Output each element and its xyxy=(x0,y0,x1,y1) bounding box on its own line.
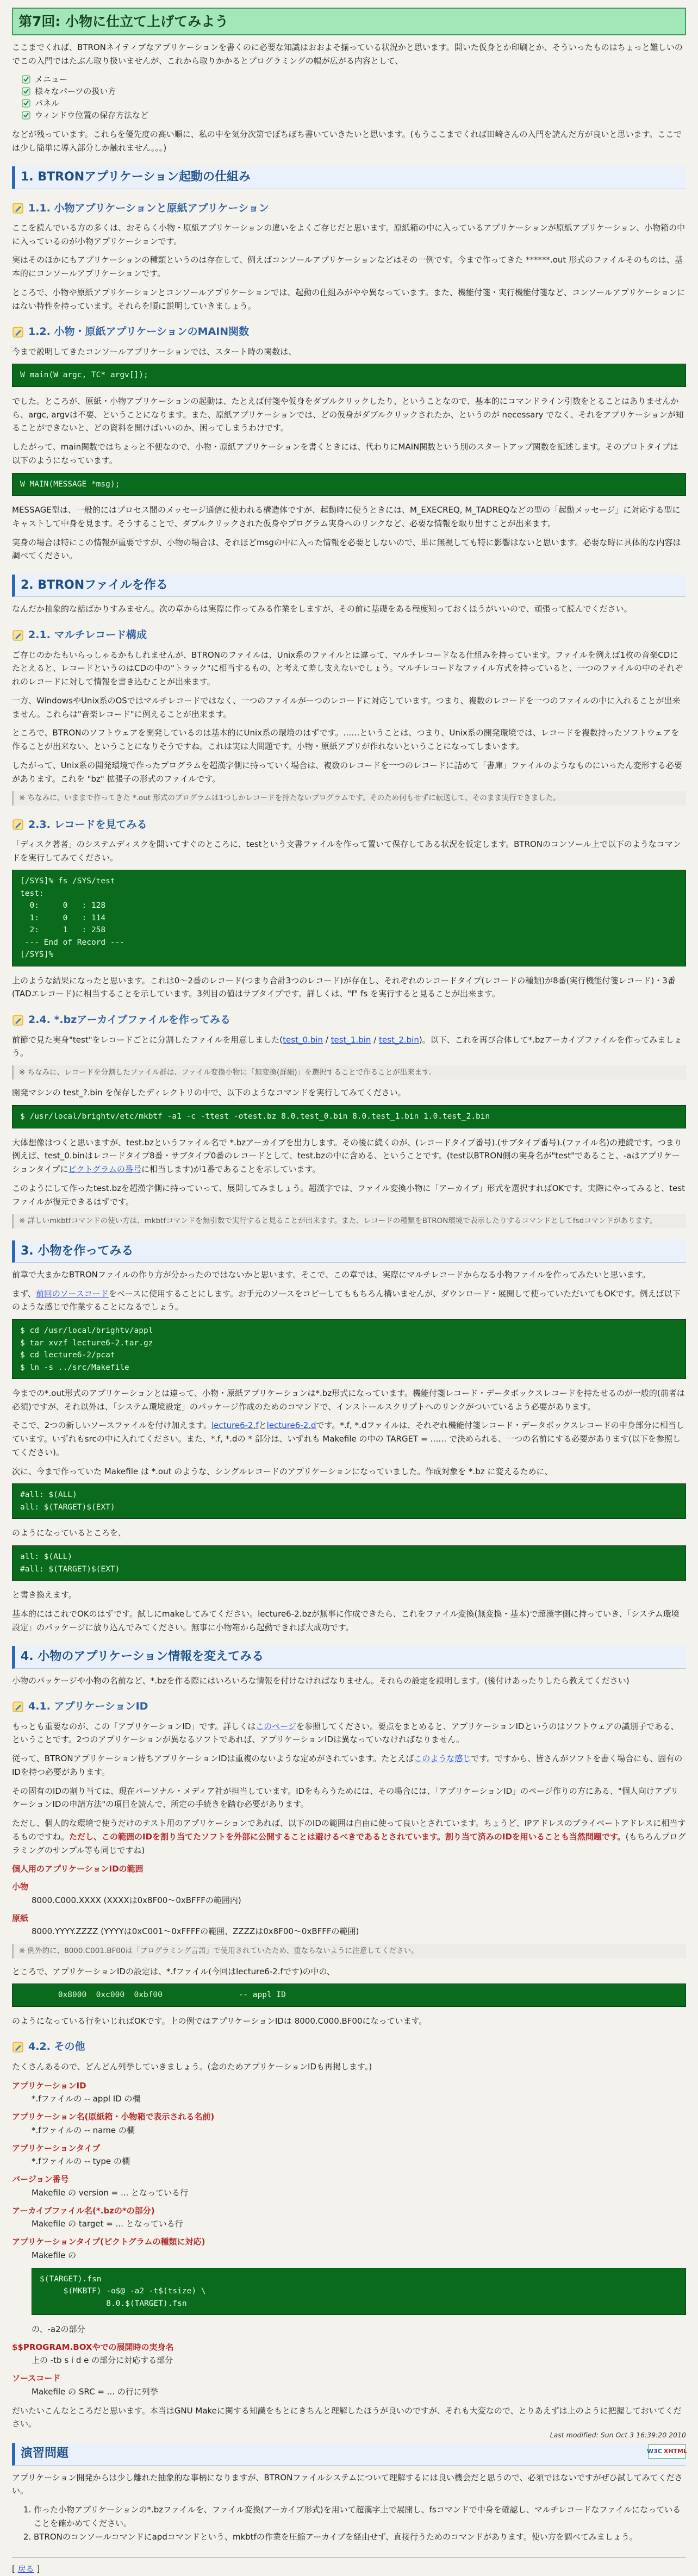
term: 小物 xyxy=(12,1882,29,1892)
term: $$PROGRAM.BOXやでの展開時の実身名 xyxy=(12,2342,174,2352)
pencil-icon xyxy=(12,629,24,641)
link-previous-source[interactable]: 前回のソースコード xyxy=(35,1288,109,1299)
link-test-0[interactable]: test_0.bin xyxy=(283,1034,323,1045)
term: バージョン番号 xyxy=(12,2174,69,2185)
paragraph: MESSAGE型は、一般的にはプロセス間のメッセージ通信に使われる構造体ですが、起動時に使うときには、M_EXECREQ, M_TADREQなどの型の「起動メッセージ」に対応する型にキャストして中身を見ます。そうすることで、ダブルクリックされた仮身やプログラム実身へのリンクなど、必要な情報を取り出すことが出来ます。 xyxy=(12,505,681,528)
term: アーカイブファイル名(*.bzの*の部分) xyxy=(12,2205,155,2216)
paragraph: 大体想像はつくと思いますが、test.bzというファイル名で *.bzアーカイブを出力します。その後に続くのが、(レコードタイプ番号).(サブタイプ番号).(ファイル名)の連続です。つまり例えば、test_0.binはレコードタイプ8番・サブタイプ0番のレコードとして、test.bzの中に含める、ということです。(test以BTRON側の実身名が"test"であること、-aはアプリケーションタイプにピクトグラムの番号に相当します)が1番であることを示しています。 xyxy=(12,1137,682,1175)
list-item: メニュー xyxy=(22,73,686,85)
note: ※ ちなみに、レコードを分割したファイル群は、ファイル変換小物に「無変換(詳細)」を選択することで作ることが出来ます。 xyxy=(12,1065,686,1080)
id-range-heading: 個人用のアプリケーションIDの範囲 xyxy=(12,1864,144,1874)
paragraph: でした。ところが、原紙・小物アプリケーションの起動は、たとえば付箋や仮身をダブルクリックしたり、ということなので、基本的にコマンドライン引数をとることはありませんから、argc, argvは不要、ということになります。また、原紙アプリケーションでは、どの仮身がダブルクリックされたか、というのが necessary でなく、それをアプリケーションが知ることができないと、どの資料を開けばいいのか、困ってしまうわけです。 xyxy=(12,396,684,433)
definition: *.fファイルの -- type の欄 xyxy=(32,2156,130,2167)
paragraph: なんだか抽象的な話ばかりすみません。次の章からは実際に作ってみる作業をしますが、その前に基礎をある程度知っておくほうがいいので、頑張って読んでください。 xyxy=(12,604,632,614)
checkmark-icon xyxy=(22,99,30,108)
section-heading: 2. BTRONファイルを作る xyxy=(12,575,686,597)
code-block: 0x8000 0xc000 0xbf00 -- appl ID xyxy=(12,1984,686,2006)
section-heading: 演習問題 xyxy=(12,2443,686,2465)
intro-paragraph: ここまでくれば、BTRONネイティブなアプリケーションを書くのに必要な知識はおおよそ揃っている状況かと思います。開いた仮身とか印刷とか、そういったものはちょっと難しいのでこの入門ではたぶん取り扱いませんが、これから取りかかるとプログラミングの幅が広がる内容として、 xyxy=(12,42,683,66)
code-block: $(TARGET).fsn $(MKBTF) -o$@ -a2 -t$(tsize) \ 8.0.$(TARGET).fsn xyxy=(32,2268,686,2315)
paragraph: のようになっている行をいじればOKです。上の例ではアプリケーションIDは 8000.C000.BF00になっています。 xyxy=(12,2016,427,2026)
list-item: 2. BTRONのコンソールコマンドにapdコマンドという、mkbtfの作業を圧縮アーカイブを経由せず、直接行うためのコマンドがあります。使い方を調べてみましょう。 xyxy=(34,2530,686,2544)
paragraph: ところで、アプリケーションIDの設定は、*.fファイル(今回はlecture6-2.fです)の中の、 xyxy=(12,1966,335,1976)
paragraph: のようになっているところを、 xyxy=(12,1528,127,1538)
term: アプリケーションID xyxy=(12,2080,86,2091)
definition: Makefile の target = ... となっている行 xyxy=(32,2219,183,2229)
link-test-2[interactable]: test_2.bin xyxy=(379,1034,419,1045)
note: ※ 例外的に、8000.C001.BF00は「プログラミング言語」で使用されていたため、重ならないように注意してください。 xyxy=(12,1944,686,1958)
paragraph: 小物のパッケージや小物の名前など、*.bzを作る際にはいろいろな情報を付けなければなりません。それらの設定を説明します。(後付けあったりしたら教えてください) xyxy=(12,1675,630,1686)
subsection-heading: 4.1. アプリケーションID xyxy=(12,1698,686,1715)
checkmark-icon xyxy=(22,75,30,84)
code-block: W main(W argc, TC* argv[]); xyxy=(12,364,686,386)
pencil-icon xyxy=(12,819,24,831)
list-item: ウィンドウ位置の保存方法など xyxy=(22,109,686,121)
link-pictogram[interactable]: ピクトグラムの番号 xyxy=(68,1164,141,1175)
paragraph: このようにして作ったtest.bzを超漢字側に持っていって、展開してみましょう。超漢字では、ファイル変換小物に「アーカイブ」形式を選択すればOKです。実際にやってみると、testファイルが復元できるはずです。 xyxy=(12,1183,685,1207)
term: 原紙 xyxy=(12,1913,29,1923)
list-item: 様々なパーツの扱い方 xyxy=(22,85,686,97)
code-block: #all: $(ALL) all: $(TARGET)$(EXT) xyxy=(12,1483,686,1519)
link-lecture-d[interactable]: lecture6-2.d xyxy=(266,1420,316,1431)
paragraph: 開発マシンの test_?.bin を保存したディレクトリの中で、以下のようなコマンドを実行してみてください。 xyxy=(12,1088,406,1098)
definition: 8000.C000.XXXX (XXXXは0x8F00〜0xBFFFの範囲内) xyxy=(32,1895,241,1905)
paragraph: たくさんあるので、どんどん列挙していきましょう。(念のためアプリケーションIDも再掲します。) xyxy=(12,2061,372,2072)
link-example[interactable]: このような感じ xyxy=(414,1754,471,1764)
paragraph: 一方、WindowsやUnix系のOSではマルチレコードではなく、一つのファイルがーつのレコードに対応しています。つまり、複数のレコードを一つのファイルの中に入れることが出来ません。これらは"音楽レコード"に例えることが出来ます。 xyxy=(12,695,681,719)
checkmark-icon xyxy=(22,87,30,96)
id-range-list xyxy=(12,1880,686,1938)
definition: 上の -tb s i d e の部分に対応する部分 xyxy=(32,2355,173,2366)
paragraph: アプリケーション開発からは少し離れた抽象的な事柄になりますが、BTRONファイルシステムについて理解するには良い機会だと思うので、必須ではないですがぜひ試してみてください。 xyxy=(12,2472,683,2496)
paragraph: もっとも重要なのが、この「アプリケーションID」です。詳しくはこのページを参照してください。要点をまとめると、アプリケーションIDというのはソフトウェアの識別子である、ということです。2つのアプリケーションが異なるソフトであれば、アプリケーションIDは異なっていなければなりません。 xyxy=(12,1721,679,1745)
settings-list xyxy=(12,2079,686,2399)
link-this-page[interactable]: このページ xyxy=(255,1721,296,1731)
definition: Makefile の $(TARGET).fsn $(MKBTF) -o$@ -a2 -t$(tsize) \ 8.0.$(TARGET).fsn の、-a2の部分 xyxy=(32,2249,686,2336)
paragraph: 前節で見た実身"test"をレコードごとに分割したファイルを用意しました(test_0.bin / test_1.bin / test_2.bin)。以下、これを再び合体して*.bzアーカイブファイルを作ってみましょう。 xyxy=(12,1034,682,1058)
section-heading: 3. 小物を作ってみる xyxy=(12,1240,686,1263)
paragraph: と書き換えます。 xyxy=(12,1590,77,1600)
paragraph: したがって、main関数ではちょっと不便なので、小物・原紙アプリケーションを書くときには、代わりにMAIN関数という別のスタートアップ関数を記述します。そのプロトタイプは以下のようになっています。 xyxy=(12,442,678,465)
note: ※ ちなみに、いままで作ってきた *.out 形式のプログラムは1つしかレコードを持たないプログラムです。そのため何もせずに転送して、そのまま実行できました。 xyxy=(12,791,686,805)
paragraph: だいたいこんなところだと思います。本当はGNU Makeに関する知識をもとにきちんと理解したほうが良いのですが、それも大変なので、とりあえずは上のように把握しておいてください。 xyxy=(12,2405,682,2429)
paragraph: 実はそのほかにもアプリケーションの種類というのは存在して、例えばコンソールアプリケーションなどはその一例です。今まで作ってきた ******.out 形式のファイルそのものは、基本的にコンソールアプリケーションです。 xyxy=(12,255,683,279)
paragraph: 基本的にはこれでOKのはずです。試しにmakeしてみてください。lecture6-2.bzが無事に作成できたら、これをファイル変換(無変換・基本)で超漢字側に持っていき、「システム環境設定」のパッケージに放り込んでみてください。無事に小物箱から起動できれば大成功です。 xyxy=(12,1608,680,1632)
paragraph: そこで、2つの新しいソースファイルを付け加えます。lecture6-2.fとlecture6-2.dです。*.f, *.dファイルは、それぞれ機能付箋レコード・データボックスレコードの中身部分に相当しています。いずれもsrcの中に入れてください。また、*.f, *.dの * 部分は、いずれも Makefile の中の TARGET = …… で決められる、一つの名前にする必要があります(以下を参照してください)。 xyxy=(12,1420,684,1457)
paragraph: ご存じのかたもいらっしゃるかもしれませんが、BTRONのファイルは、Unix系のファイルとは違って、マルチレコードなる仕組みを持っています。ファイルを例えば1枚の音楽CDにたとえると、レコードというのはCDの中の"トラック"に相当するもの、と考えて差し支えないでしょう。マルチレコードなファイル方式を持っていると、一つのファイルの中のそれぞれのレコードに対して情報を書き込むことが出来ます。 xyxy=(12,650,683,687)
section-heading: 4. 小物のアプリケーション情報を変えてみる xyxy=(12,1646,686,1668)
definition: Makefile の SRC = ... の行に列挙 xyxy=(32,2386,158,2397)
paragraph: ところで、小物や原紙アプリケーションとコンソールアプリケーションでは、起動の仕組みがやや異なっています。また、機能付箋・実行機能付箋など、コンソールアプリケーションにはない特性を持っています。それらを順に説明していきましょう。 xyxy=(12,287,685,311)
paragraph: ところで、BTRONのソフトウェアを開発しているのは基本的にUnix系の環境のはずです。……ということは、つまり、Unix系の開発環境では、レコードを複数持ったソフトウェアを作ることが出来ない、ということになりそうですね。これは実は大問題です。小物・原紙アプリが作れないということになってしまいます。 xyxy=(12,728,680,752)
term: アプリケーションタイプ(ピクトグラムの種類に対応) xyxy=(12,2237,205,2247)
topic-list xyxy=(22,73,686,121)
definition: Makefile の version = ... となっている行 xyxy=(32,2187,189,2198)
pencil-icon xyxy=(12,326,24,338)
note: ※ 詳しいmkbtfコマンドの使い方は、mkbtfコマンドを無引数で実行すると見ることが出来ます。また、レコードの種類をBTRON環境で表示したりするコマンドとしてfsdコマンドがあります。 xyxy=(12,1214,686,1228)
definition: 8000.YYYY.ZZZZ (YYYYは0xC001〜0xFFFFの範囲、ZZZZは0x8F00〜0xBFFFの範囲) xyxy=(32,1926,359,1937)
subsection-heading: 2.1. マルチレコード構成 xyxy=(12,627,686,644)
page-title: 第7回: 小物に仕立て上げてみよう xyxy=(12,8,686,35)
term: ソースコード xyxy=(12,2373,61,2384)
subsection-heading: 1.2. 小物・原紙アプリケーションのMAIN関数 xyxy=(12,323,686,340)
intro-paragraph-2: などが残っています。これらを優先度の高い順に、私の中を気分次第でぼちぼち書いていきたいと思います。(もうここまでくれば田崎さんの入門を読んだ方が良いと思います。ここでは少し簡単に導入部分しか触れません。。。) xyxy=(12,129,682,153)
paragraph: 従って、BTRONアプリケーション待ちアプリケーションIDは重複のないような定めがされています。たとえばこのような感じです。ですから、皆さんがソフトを書く場合にも、固有のIDを持つ必要があります。 xyxy=(12,1754,683,1777)
pencil-icon xyxy=(12,1014,24,1026)
w3c-xhtml-badge[interactable]: W3C XHTML xyxy=(648,2444,686,2459)
term: アプリケーション名(原紙箱・小物箱で表示される名前) xyxy=(12,2112,215,2122)
paragraph: 実身の場合は特にこの情報が重要ですが、小物の場合は、それほどmsgの中に入った情報を必要としないので、単に無視しても特に影響はないと思います。必要な時に具体的な内容は調べてください。 xyxy=(12,537,681,561)
code-block: all: $(ALL) #all: $(TARGET)$(EXT) xyxy=(12,1545,686,1581)
subsection-heading: 1.1. 小物アプリケーションと原紙アプリケーション xyxy=(12,200,686,217)
code-block: $ /usr/local/brightv/etc/mkbtf -a1 -c -ttest -otest.bz 8.0.test_0.bin 8.0.test_1.bin 1.0.test_2.bin xyxy=(12,1105,686,1128)
term: アプリケーションタイプ xyxy=(12,2143,101,2153)
link-lecture-f[interactable]: lecture6-2.f xyxy=(211,1420,259,1431)
section-heading: 1. BTRONアプリケーション起動の仕組み xyxy=(12,166,686,189)
list-item: 1. 作った小物アプリケーションの*.bzファイルを、ファイル変換(アーカイブ形式)を用いて超漢字上で展開し、fsコマンドで中身を確認し、マルチレコードなファイルになっていることを確かめてください。 xyxy=(34,2503,686,2530)
subsection-heading: 2.3. レコードを見てみる xyxy=(12,816,686,833)
paragraph: ただし、個人的な環境で使うだけのテスト用のアプリケーションであれば、以下のIDの範囲は自由に使って良いとされています。ちょうど、IPアドレスのプライベートアドレスに相当するものですね。ただし、この範囲のIDを割り当てたソフトを外部に公開することは避けるべきであるとされています。割り当て済みのIDを用いることも当然問題です。(もちろんプログラミングのサンプル等も同じですね) xyxy=(12,1818,686,1855)
paragraph: まず、前回のソースコードをベースに使用することにします。お手元のソースをコピーしてももちろん構いませんが、ダウンロード・展開して使っていただいてもOKです。例えば以下のような感じで作業することになるでしょう。 xyxy=(12,1288,681,1312)
subsection-heading: 4.2. その他 xyxy=(12,2038,686,2055)
paragraph: 上のような結果になったと思います。これは0〜2番のレコード(つまり合計3つのレコード)が存在し、それぞれのレコードタイプ(レコードの種類)が8番(実行機能付箋レコード)・3番(TADエレコード)に相当することを示しています。3列目の値はサブタイプです。詳しくは、"f" fs を実行すると見ることが出来ます。 xyxy=(12,975,676,999)
paragraph: 今までの*.out形式のアプリケーションとは違って、小物・原紙アプリケーションは*.bz形式になっています。機能付箋レコード・データボックスレコードを持たせるのが一般的(前者は必須)ですが、それ以外は、「システム環境設定」のパッケージ作成のためのコマンドで、インストールスクリプトへのリンクがついているよう必要があります。 xyxy=(12,1388,685,1412)
checkmark-icon xyxy=(22,111,30,120)
pencil-icon xyxy=(12,202,24,214)
definition: *.fファイルの -- name の欄 xyxy=(32,2125,135,2135)
subsection-heading: 2.4. *.bzアーカイブファイルを作ってみる xyxy=(12,1012,686,1028)
last-modified: Last modified: Sun Oct 3 16:39:20 2010 xyxy=(550,2431,686,2440)
paragraph: したがって、Unix系の開発環境で作ったプログラムを超漢字側に持っていく場合は、複数のレコードを一つのレコードに詰めて「書庫」ファイルのようなものにいったん変形する必要があります。これを "bz" 拡張子の形式のファイルです。 xyxy=(12,760,682,784)
paragraph: 次に、今まで作っていた Makefile は *.out のような、シングルレコードのアプリケーションになっていました。作成対象を *.bz に変えるために、 xyxy=(12,1466,553,1476)
back-nav: [ 戻る ] xyxy=(12,2564,40,2574)
back-link[interactable]: 戻る xyxy=(17,2564,34,2574)
paragraph: ここを読んでいる方の多くは、おそらく小物・原紙アプリケーションの違いをよくご存じだと思います。原紙箱の中に入っているアプリケーションが原紙アプリケーション、小物箱の中に入っているのが小物アプリケーションです。 xyxy=(12,222,685,246)
pencil-icon xyxy=(12,1701,24,1713)
list-item: パネル xyxy=(22,97,686,109)
definition: *.fファイルの -- appl ID の欄 xyxy=(32,2094,141,2104)
pencil-icon xyxy=(12,2041,24,2053)
exercise-list xyxy=(23,2503,686,2543)
paragraph: 「ディスク著者」のシステムディスクを開いてすぐのところに、testという文書ファイルを作って置いて保存してある状況を仮定します。BTRONのコンソール上で以下のようなコマンドを実行してみてください。 xyxy=(12,839,681,863)
paragraph: 今まで説明してきたコンソールアプリケーションでは、スタート時の関数は、 xyxy=(12,346,297,357)
code-block: W MAIN(MESSAGE *msg); xyxy=(12,473,686,496)
code-block: [/SYS]% fs /SYS/test test: 0: 0 : 128 1: 0 : 114 2: 1 : 258 --- End of Record --- [/SYS]% xyxy=(12,870,686,966)
link-test-1[interactable]: test_1.bin xyxy=(331,1034,371,1045)
paragraph: 前章で大まかなBTRONファイルの作り方が分かったのではないかと思います。そこで、この章では、実際にマルチレコードからなる小物ファイルを作ってみたいと思います。 xyxy=(12,1269,651,1280)
paragraph: その固有のIDの割り当ては、現在パーソナル・メディア社が担当しています。IDをもらうためには、その場合には、「アプリケーションID」のページ作りの方にある、"個人向けアプリケーションIDの申請方法"の項目を読んで、所定の手続きを踏む必要があります。 xyxy=(12,1786,679,1810)
code-block: $ cd /usr/local/brightv/appl $ tar xvzf lecture6-2.tar.gz $ cd lecture6-2/pcat $ ln -s ../src/Makefile xyxy=(12,1319,686,1379)
